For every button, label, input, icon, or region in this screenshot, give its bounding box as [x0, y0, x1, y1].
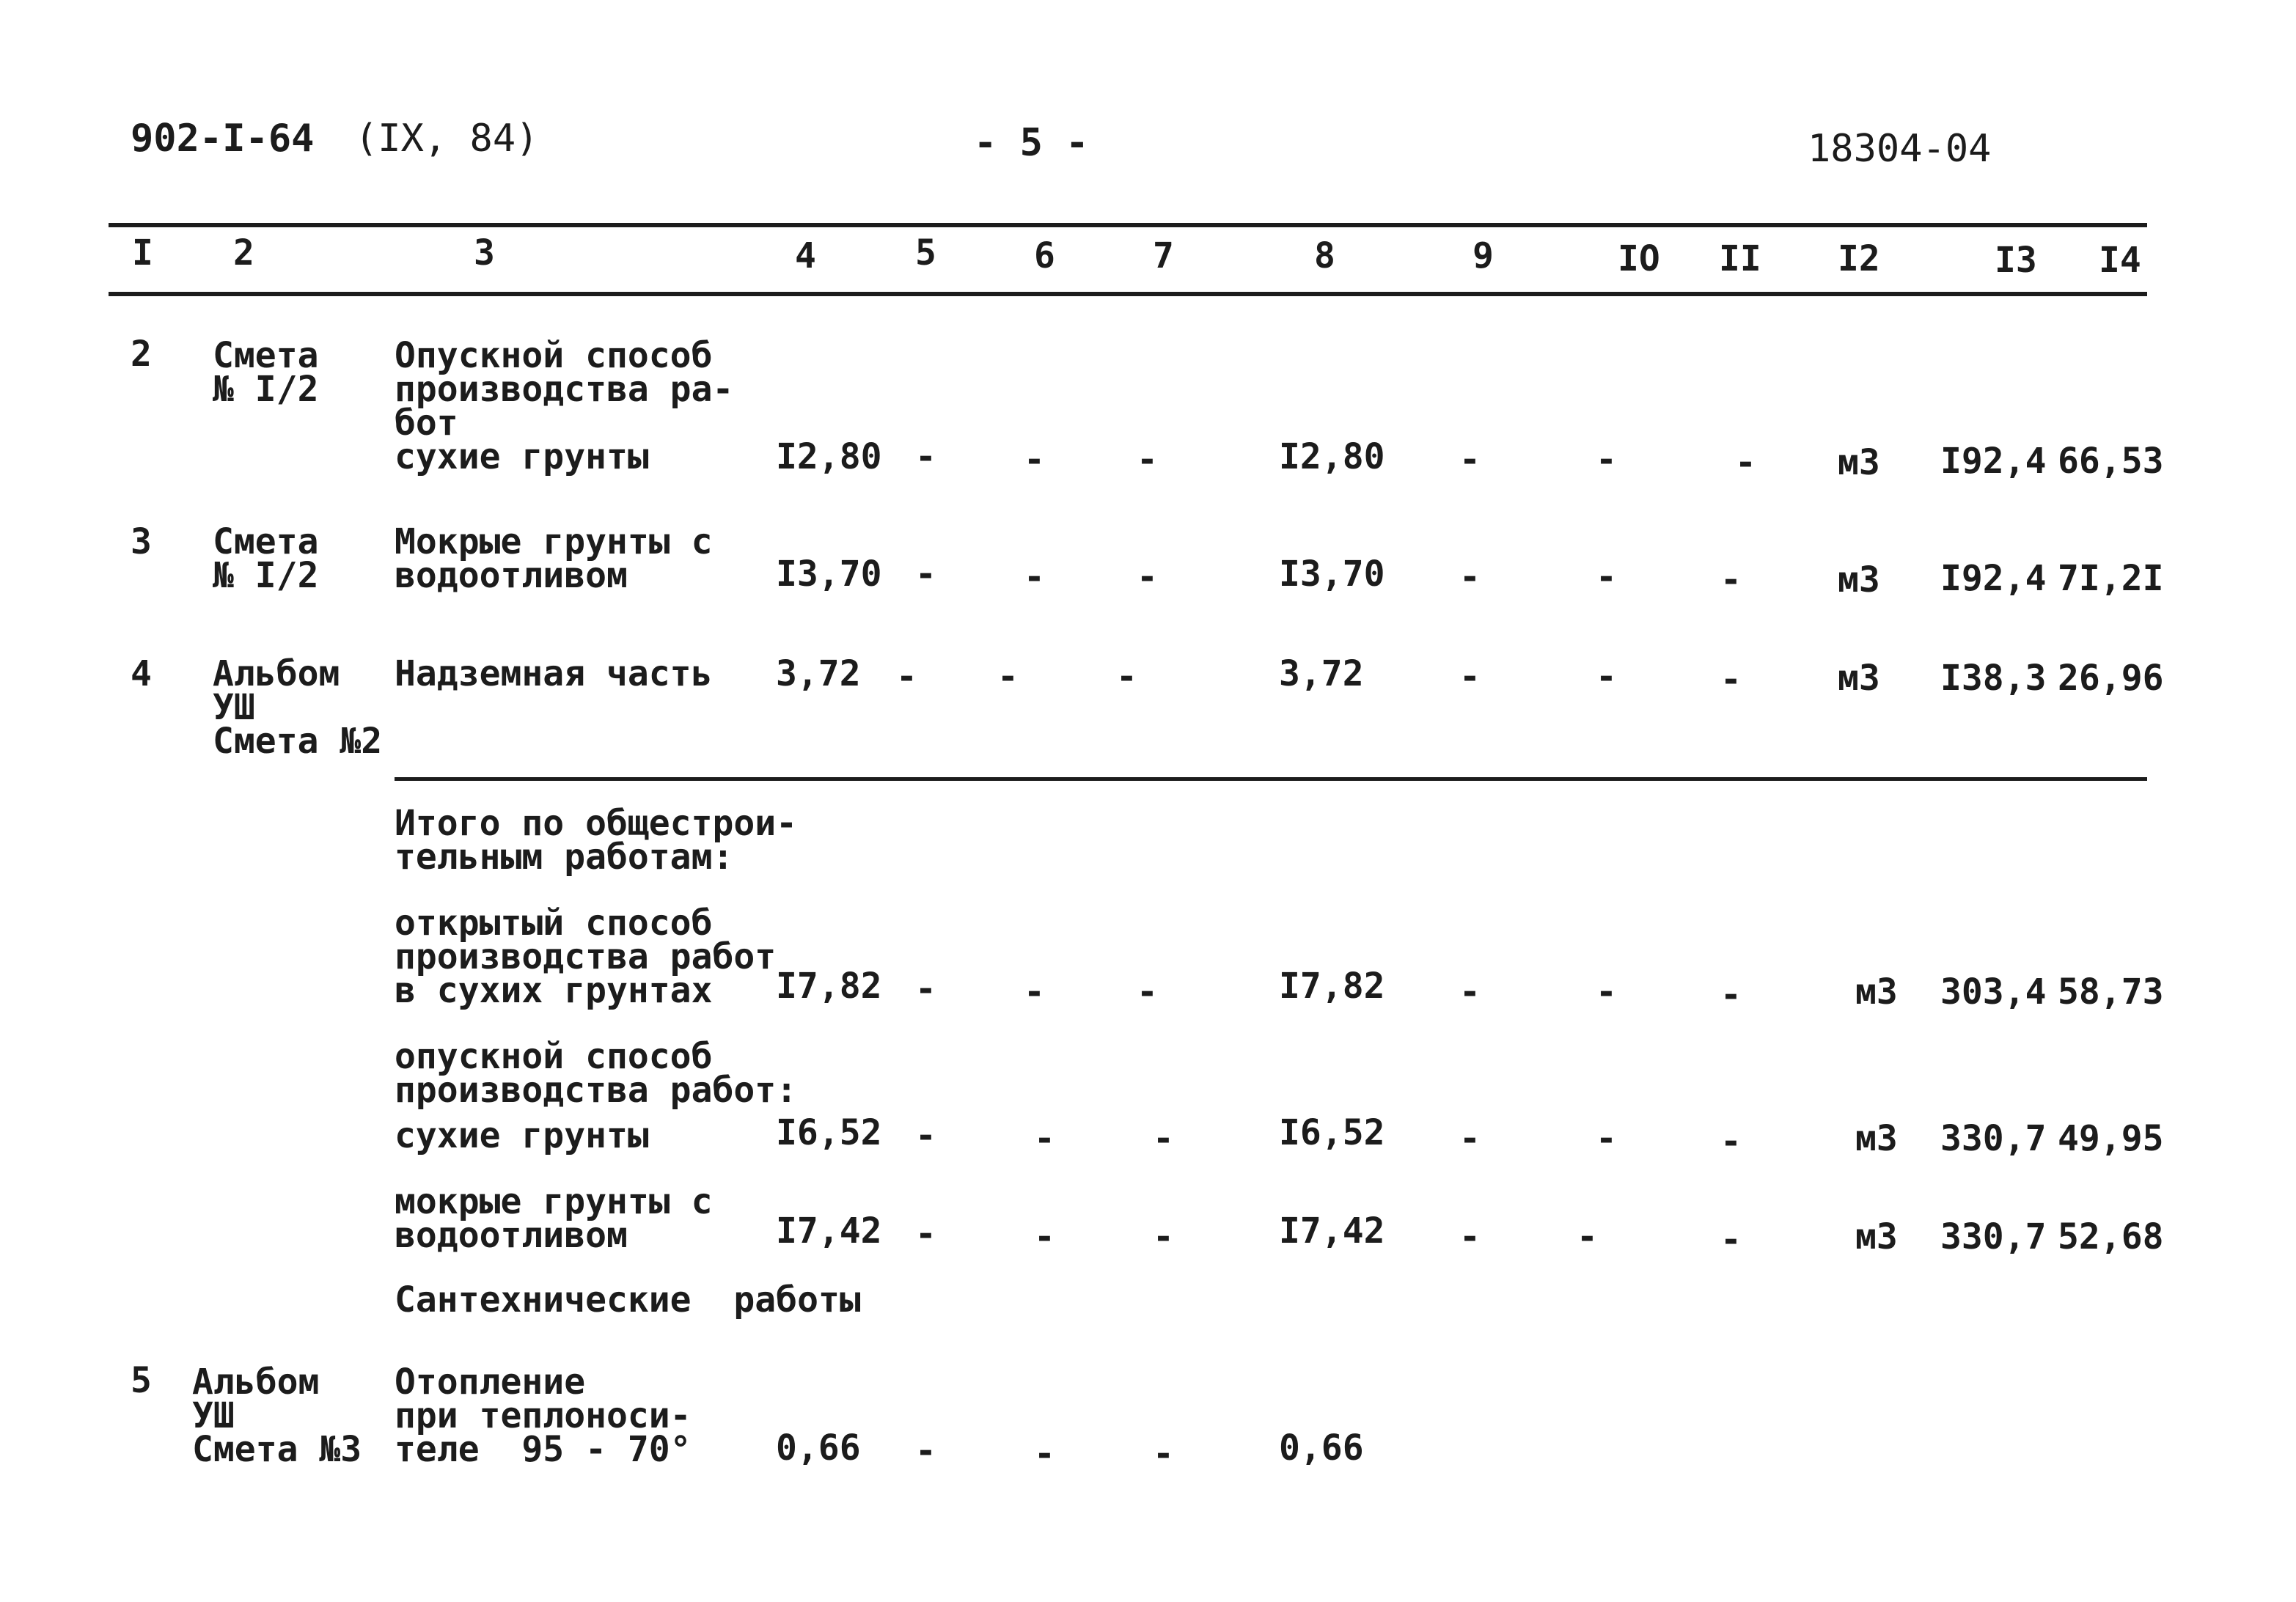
cell-col9: - [1459, 556, 1481, 598]
subsection-heading: опускной способ производства работ: [395, 1036, 798, 1111]
row-description: Мокрые грунты с водоотливом [395, 521, 713, 596]
cell-col8: I6,52 [1279, 1112, 1385, 1153]
column-header: II [1719, 238, 1761, 279]
cell-col14: 52,68 [2058, 1216, 2164, 1257]
cell-col9: - [1459, 971, 1481, 1013]
cell-col6: - [1034, 1118, 1055, 1159]
cell-col9: - [1459, 1216, 1481, 1257]
cell-col13: 330,7 [1940, 1118, 2047, 1159]
cell-col6: - [1024, 556, 1045, 598]
cell-col10: - [1596, 556, 1617, 598]
cell-col13: I92,4 [1940, 558, 2047, 599]
row-number: 5 [131, 1360, 152, 1401]
cell-unit: м3 [1855, 1118, 1898, 1159]
cell-col14: 49,95 [2058, 1118, 2164, 1159]
row-description: Отопление при теплоноси- теле 95 - 70° [395, 1362, 692, 1470]
cell-col5: - [915, 554, 936, 595]
header-bottom-rule [109, 292, 2147, 296]
column-header: 5 [915, 232, 936, 273]
column-header: I [132, 232, 153, 273]
row-source: Смета № I/2 [213, 521, 319, 596]
cell-col10: - [1596, 971, 1617, 1013]
cell-col6: - [1024, 971, 1045, 1013]
row-number: 2 [131, 334, 152, 375]
column-header: I2 [1838, 238, 1880, 279]
revision-mark: (IX, 84) [355, 117, 539, 161]
row-description: Опускной способ производства ра- бот сухие грунты [395, 335, 734, 477]
cell-col5: - [915, 1115, 936, 1156]
cell-col13: 303,4 [1940, 971, 2047, 1013]
cell-col7: - [1137, 971, 1158, 1013]
cell-col11: - [1720, 974, 1742, 1015]
cell-col5: - [915, 1213, 936, 1254]
cell-col14: 26,96 [2058, 658, 2164, 699]
cell-col11: - [1720, 659, 1742, 700]
column-header: 4 [795, 235, 816, 276]
cell-col11: - [1735, 442, 1756, 483]
totals-heading: Итого по общестрои- тельным работам: [395, 803, 798, 878]
cell-col5: - [896, 656, 917, 697]
cell-col13: I92,4 [1940, 441, 2047, 482]
row-number: 3 [131, 521, 152, 562]
cell-col8: I2,80 [1279, 436, 1385, 477]
cell-col8: 3,72 [1279, 653, 1364, 694]
cell-col11: - [1720, 1219, 1742, 1260]
cell-unit: м3 [1838, 658, 1880, 699]
cell-col4: I6,52 [776, 1112, 882, 1153]
section-divider [395, 777, 2147, 781]
document-number: 18304-04 [1808, 127, 1992, 171]
column-header: I4 [2099, 240, 2141, 281]
column-header: IO [1618, 238, 1660, 279]
row-description: мокрые грунты с водоотливом [395, 1181, 713, 1256]
cell-col9: - [1459, 656, 1481, 697]
cell-col5: - [915, 1430, 936, 1471]
cell-col10: - [1577, 1216, 1598, 1257]
column-header: 3 [474, 232, 495, 273]
cell-col10: - [1596, 1118, 1617, 1159]
row-description: открытый способ производства работ в сухих грунтах [395, 903, 777, 1011]
cell-col7: - [1116, 656, 1137, 697]
table-top-rule [109, 223, 2147, 227]
cell-col14: 58,73 [2058, 971, 2164, 1013]
cell-col13: I38,3 [1940, 658, 2047, 699]
cell-col13: 330,7 [1940, 1216, 2047, 1257]
cell-unit: м3 [1838, 559, 1880, 600]
cell-col11: - [1720, 1121, 1742, 1162]
cell-col5: - [915, 969, 936, 1010]
cell-col4: I3,70 [776, 554, 882, 595]
row-source: Смета № I/2 [213, 335, 319, 410]
cell-col14: 66,53 [2058, 441, 2164, 482]
cell-col10: - [1596, 439, 1617, 480]
column-header: 9 [1472, 235, 1494, 276]
cell-unit: м3 [1855, 1216, 1898, 1257]
document-code: 902-I-64 [131, 117, 315, 161]
cell-col6: - [1034, 1216, 1055, 1257]
cell-col6: - [997, 656, 1019, 697]
cell-col7: - [1153, 1216, 1174, 1257]
cell-col7: - [1153, 1118, 1174, 1159]
cell-col8: I7,82 [1279, 966, 1385, 1007]
cell-col8: 0,66 [1279, 1428, 1364, 1469]
cell-col4: I7,42 [776, 1210, 882, 1252]
row-number: 4 [131, 653, 152, 694]
cell-col6: - [1034, 1433, 1055, 1474]
column-header: 6 [1034, 235, 1055, 276]
column-header: 8 [1314, 235, 1335, 276]
cell-unit: м3 [1838, 442, 1880, 483]
cell-col8: I7,42 [1279, 1210, 1385, 1252]
cell-col7: - [1137, 556, 1158, 598]
cell-col7: - [1153, 1433, 1174, 1474]
cell-col5: - [915, 436, 936, 477]
cell-col7: - [1137, 439, 1158, 480]
cell-col4: I2,80 [776, 436, 882, 477]
cell-col9: - [1459, 1118, 1481, 1159]
cell-col6: - [1024, 439, 1045, 480]
cell-unit: м3 [1855, 971, 1898, 1013]
cell-col9: - [1459, 439, 1481, 480]
cell-col4: 3,72 [776, 653, 861, 694]
cell-col8: I3,70 [1279, 554, 1385, 595]
column-header: 2 [233, 232, 254, 273]
page-number: - 5 - [974, 121, 1089, 165]
row-source: Альбом УШ Смета №2 [213, 653, 383, 762]
cell-col4: I7,82 [776, 966, 882, 1007]
section-heading: Сантехнические работы [395, 1279, 861, 1320]
row-description: Надземная часть [395, 653, 713, 694]
column-header: 7 [1153, 235, 1174, 276]
row-source: Альбом УШ Смета №3 [192, 1362, 362, 1470]
cell-col11: - [1720, 559, 1742, 600]
cell-col14: 7I,2I [2058, 558, 2164, 599]
cell-col10: - [1596, 656, 1617, 697]
cell-col4: 0,66 [776, 1428, 861, 1469]
column-header: I3 [1995, 240, 2037, 281]
row-description: сухие грунты [395, 1115, 649, 1156]
